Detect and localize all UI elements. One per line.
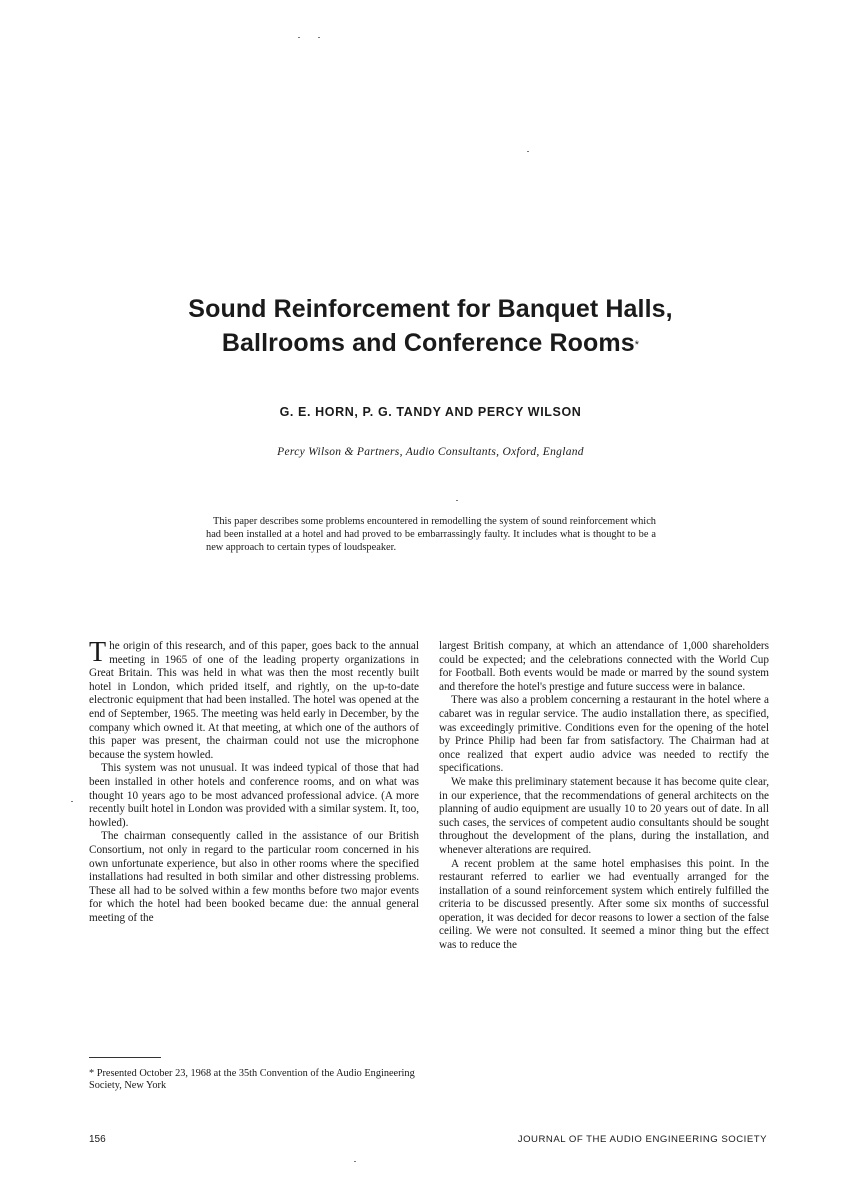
paragraph: largest British company, at which an attendance of 1,000 shareholders could be expected; and the celebrations connected with the World Cup for Football. Both events would be made or marred by the sound system and therefore the hotel's prestige and future success were in balance. xyxy=(439,640,769,693)
page-number: 156 xyxy=(89,1134,106,1145)
scan-speck xyxy=(298,37,300,38)
abstract: This paper describes some problems encountered in remodelling the system of sound reinforcement which had been installed at a hotel and had proved to be embarrassingly faulty. It includes what is thought to be a new approach to certain types of loudspeaker. xyxy=(206,516,656,553)
scan-speck xyxy=(318,37,320,38)
title-line-1: Sound Reinforcement for Banquet Halls, xyxy=(188,295,673,323)
journal-name: JOURNAL OF THE AUDIO ENGINEERING SOCIETY xyxy=(517,1134,767,1145)
affiliation: Percy Wilson & Partners, Audio Consultants, Oxford, England xyxy=(277,446,584,458)
paragraph: We make this preliminary statement because it has become quite clear, in our experience, that the recommendations of general architects on the planning of audio equipment are usually 10 to 20 years out of date. In all such cases, the services of competent audio consultants should be sought throughout the development of the plans, during the installation, and whenever alterations are required. xyxy=(439,775,769,856)
body-column-left xyxy=(89,637,419,925)
paragraph xyxy=(89,637,419,762)
paper-title xyxy=(0,292,861,360)
scan-speck xyxy=(527,151,529,152)
title-line-2-text: Ballrooms and Conference Rooms xyxy=(221,329,635,357)
paragraph: This system was not unusual. It was indeed typical of those that had been installed in other hotels and conference rooms, and on what was thought 10 years ago to be most advanced professional advice. (A more recently built hotel in London was provided with a similar system. It, too, howled). xyxy=(89,762,419,829)
paragraph-text: he origin of this research, and of this paper, goes back to the annual meeting in 1965 of one of the leading property organizations in Great Britain. This was held in what was then the most recently built hotel in London, which prided itself, and rightly, on the up-to-date electronic equipment that had been installed. The hotel was opened at the end of September, 1965. The meeting was held early in December, by the company which owned it. At that meeting, at which one of the authors of this paper was present, the chairman could not use the microphone because the system howled. xyxy=(89,640,419,761)
paragraph: There was also a problem concerning a restaurant in the hotel where a cabaret was in regular service. The audio installation there, as specified, was exceedingly primitive. Conditions even for the opening of the hotel by Prince Philip had been far from satisfactory. The Chairman had at once realized that expert audio advice was needed to rectify the specifications. xyxy=(439,694,769,775)
paragraph: The chairman consequently called in the assistance of our British Consortium, not only in regard to the particular room concerned in his own unfortunate experience, but also in other rooms where the specified installations had resulted in both similar and other distressing problems. These all had to be solved within a few months before two major events for which the hotel had been booked became due: the annual general meeting of the xyxy=(89,830,419,924)
scan-speck xyxy=(354,1161,356,1162)
drop-cap: T xyxy=(89,637,107,668)
footnote-rule xyxy=(89,1057,161,1058)
body-column-right xyxy=(439,640,769,953)
title-footnote-mark: * xyxy=(634,339,640,351)
title-line-2 xyxy=(0,326,861,360)
footnote: * Presented October 23, 1968 at the 35th Convention of the Audio Engineering Society, New York xyxy=(89,1068,415,1091)
author-list: G. E. HORN, P. G. TANDY AND PERCY WILSON xyxy=(279,405,582,419)
scan-speck xyxy=(71,801,73,802)
paragraph: A recent problem at the same hotel emphasises this point. In the restaurant referred to earlier we had eventually arranged for the installation of a sound reinforcement system which entirely fulfilled the criteria to be discussed presently. After some six months of successful operation, it was decided for decor reasons to lower a section of the false ceiling. We were not consulted. It seemed a minor thing but the effect was to reduce the xyxy=(439,857,769,952)
scan-speck xyxy=(456,500,458,501)
